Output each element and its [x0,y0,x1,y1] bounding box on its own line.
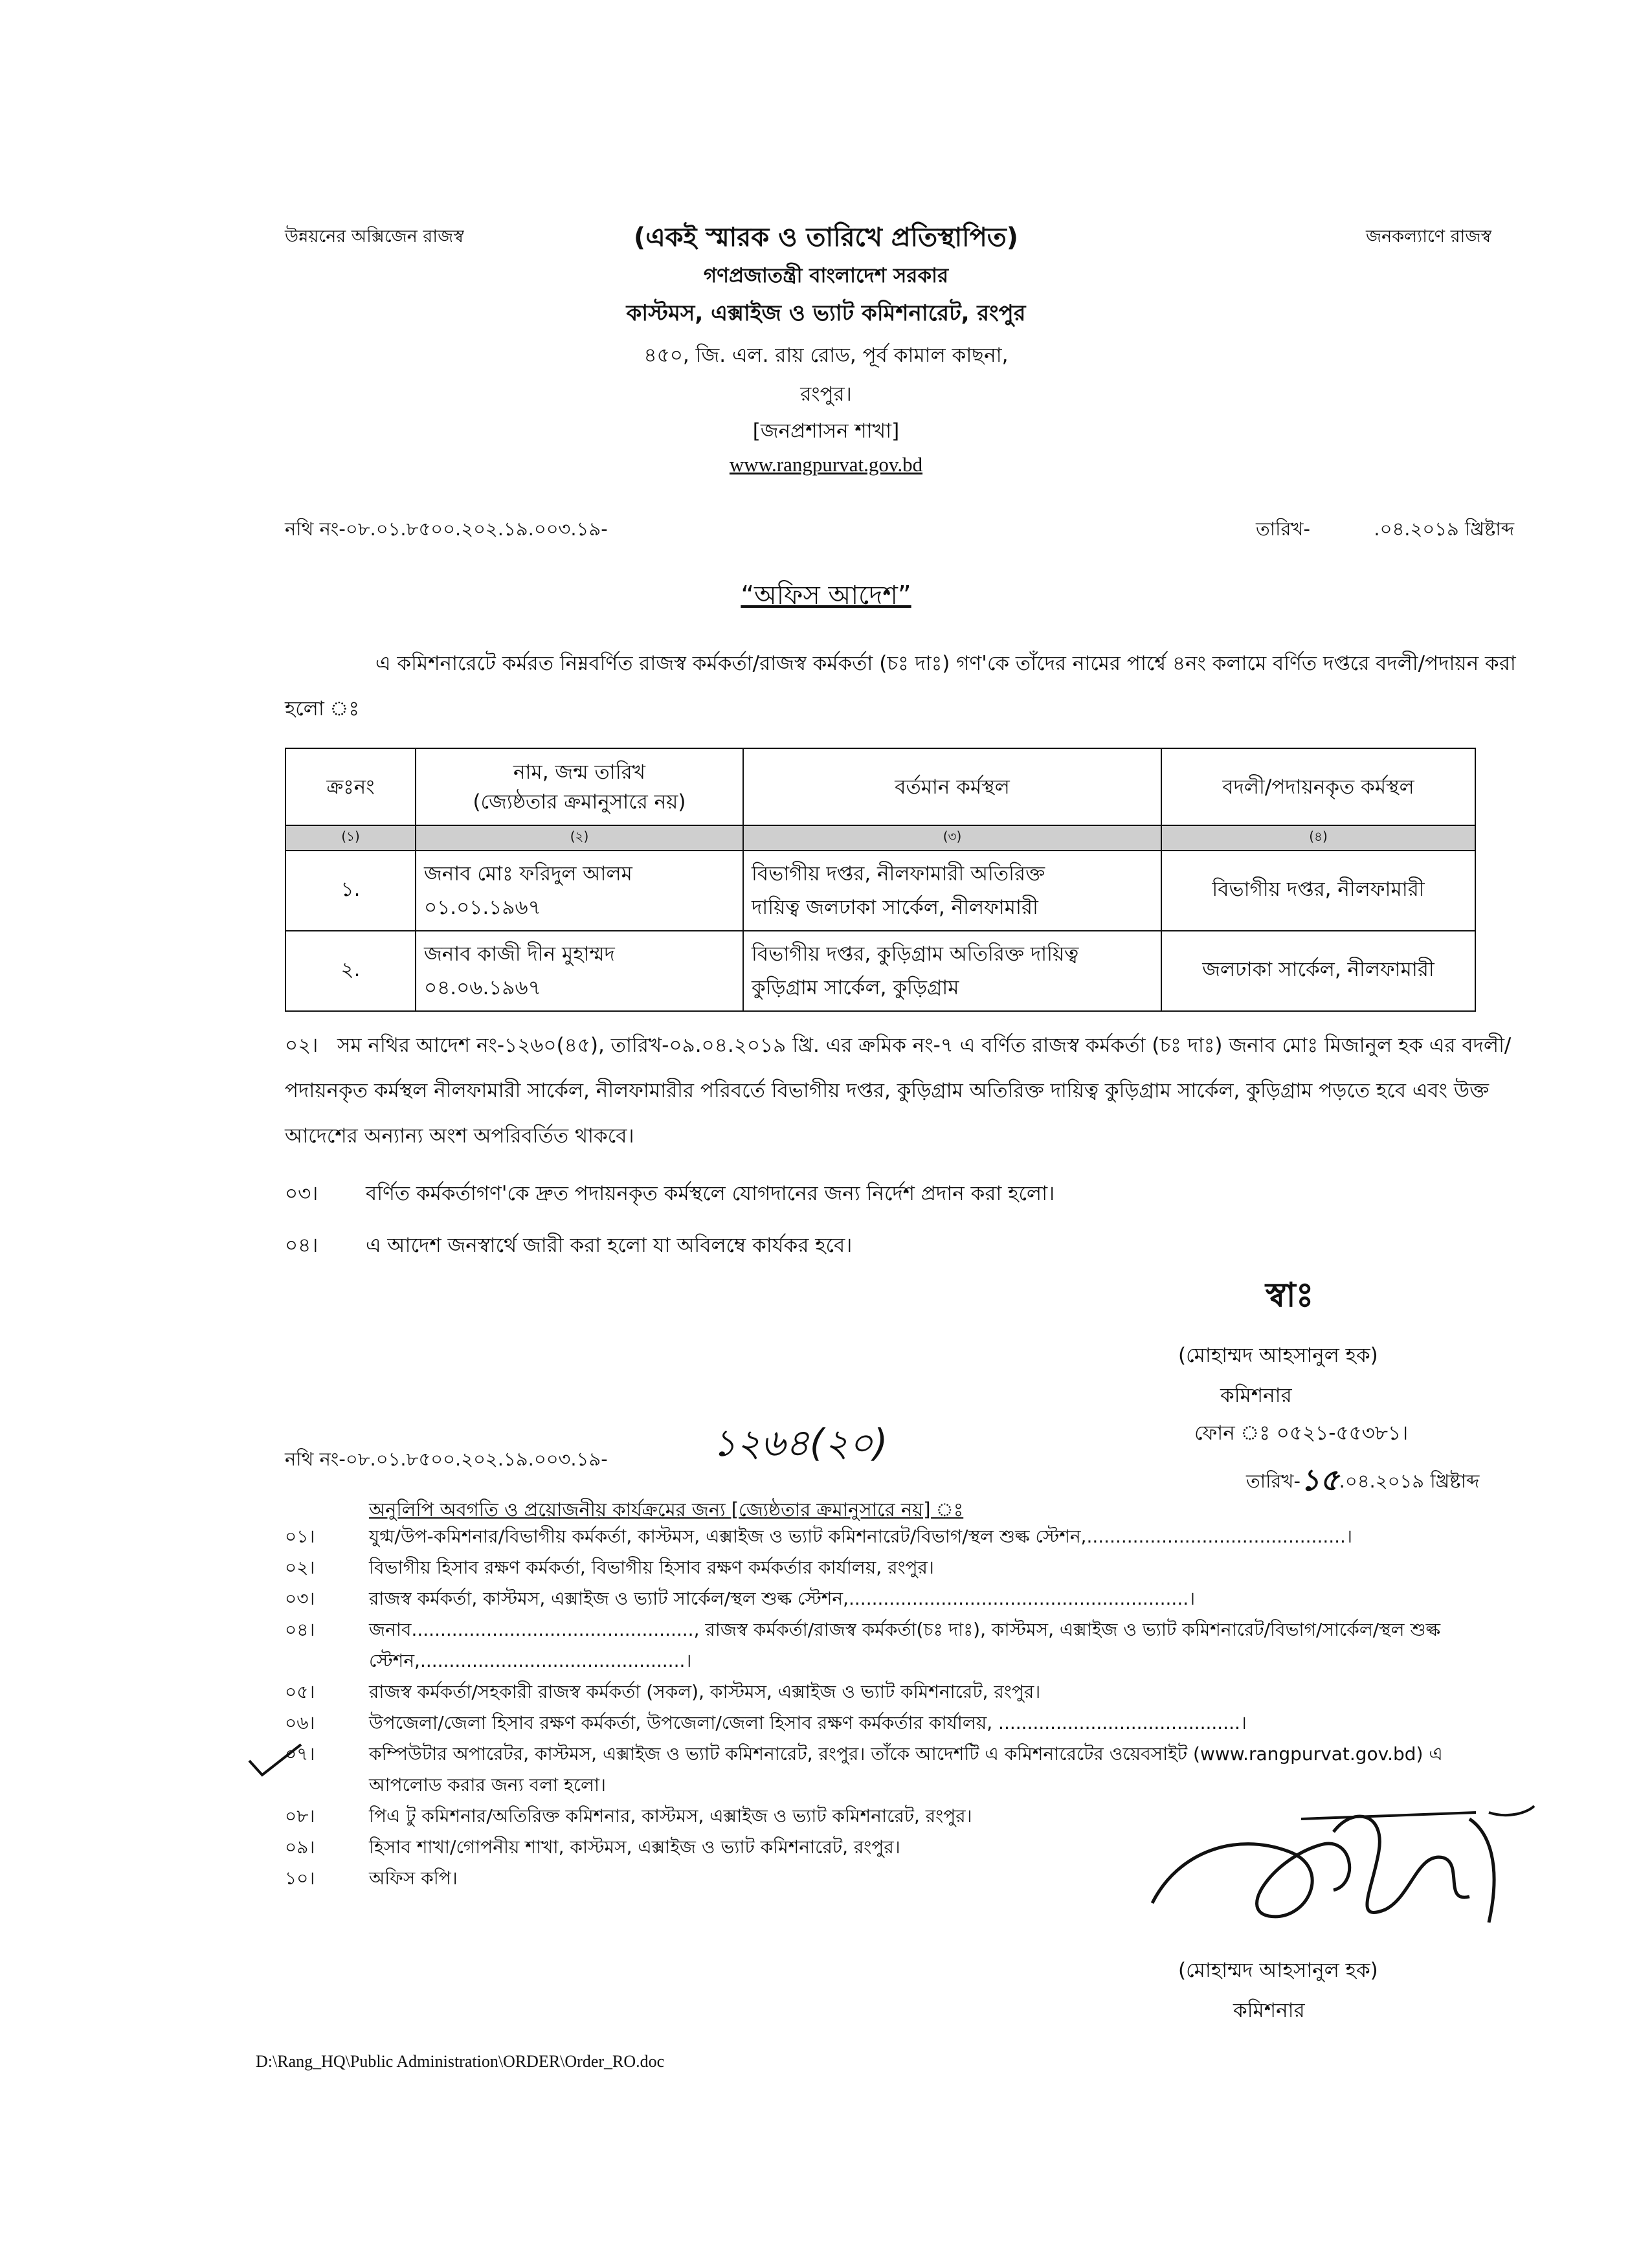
list-item [285,1739,1502,1801]
list-item [285,1552,1502,1583]
memo-date-rest: .০৪.২০১৯ খ্রিষ্টাব্দ [1339,1470,1480,1492]
signatory2-name: (মোহাম্মদ আহসানুল হক) [1178,1959,1378,1982]
officer-dob: ০১.০১.১৯৬৭ [424,896,541,919]
list-item-text: বিভাগীয় হিসাব রক্ষণ কর্মকর্তা, বিভাগীয় হিসাব রক্ষণ কর্মকর্তার কার্যালয়, রংপুর। [369,1557,934,1578]
date-value: .০৪.২০১৯ খ্রিষ্টাব্দ [1374,518,1515,540]
row-name-cell [416,931,743,1011]
paragraph-text: এ আদেশ জনস্বার্থে জারী করা হলো যা অবিলম্বে কার্যকর হবে। [366,1234,853,1257]
memo-date [1246,1455,1479,1504]
list-item-number: ০৬। [285,1712,315,1733]
issue-date [1256,515,1514,546]
check-mark-icon [246,1741,304,1780]
cc-heading: অনুলিপি অবগতি ও প্রয়োজনীয় কার্যক্রমের জন্য [জ্যেষ্ঠতার ক্রমানুসারে নয়] ঃ [369,1499,964,1521]
list-item [285,1583,1502,1614]
paragraph-4 [285,1230,852,1264]
order-title: “অফিস আদেশ” [741,581,911,610]
row-name-cell [416,851,743,931]
list-item [285,1521,1502,1552]
list-item-number: ০২। [285,1557,315,1578]
paragraph-text: সম নথির আদেশ নং-১২৬০(৪৫), তারিখ-০৯.০৪.২০১৯ খ্রি. এর ক্রমিক নং-৭ এ বর্ণিত রাজস্ব কর্মকর্তা (চঃ দাঃ) জনাব মোঃ মিজানুল হক এর বদলী/পদায়নকৃত কর্মস্থল নীলফামারী সার্কেল, নীলফামারীর পরিবর্তে বিভাগীয় দপ্তর, কুড়িগ্রাম অতিরিক্ত দায়িত্ব কুড়িগ্রাম সার্কেল, কুড়িগ্রাম পড়তে হবে এবং উক্ত আদেশের অন্যান্য অংশ অপরিবর্তিত থাকবে। [285,1034,1512,1148]
officer-dob: ০৪.০৬.১৯৬৭ [424,976,541,999]
paragraph-text: বর্ণিত কর্মকর্তাগণ'কে দ্রুত পদায়নকৃত কর্মস্থলে যোগদানের জন্য নির্দেশ প্রদান করা হলো। [366,1182,1055,1205]
list-item-number: ০৫। [285,1681,315,1702]
column-number-row [285,825,1475,851]
left-motto: উন্নয়নের অক্সিজেন রাজস্ব [285,227,464,247]
list-item-text: রাজস্ব কর্মকর্তা, কাস্টমস, এক্সাইজ ও ভ্যাট সার্কেল/স্থল শুল্ক স্টেশন,...........................................................। [369,1588,1196,1609]
current-post-l2: কুড়িগ্রাম সার্কেল, কুড়িগ্রাম [752,976,959,999]
file-path: D:\Rang_HQ\Public Administration\ORDER\Order_RO.doc [256,2052,665,2071]
handwritten-day: ১৫ [1300,1462,1339,1497]
current-post-l1: বিভাগীয় দপ্তর, নীলফামারী অতিরিক্ত [752,862,1045,886]
table-header-row [285,748,1475,825]
address-line2: রংপুর। [800,383,852,406]
list-item-text: হিসাব শাখা/গোপনীয় শাখা, কাস্টমস, এক্সাইজ ও ভ্যাট কমিশনারেট, রংপুর। [369,1836,900,1858]
list-item-text: রাজস্ব কর্মকর্তা/সহকারী রাজস্ব কর্মকর্তা (সকল), কাস্টমস, এক্সাইজ ও ভ্যাট কমিশনারেট, রংপুর। [369,1681,1041,1702]
current-post-l2: দায়িত্ব জলঢাকা সার্কেল, নীলফামারী [752,896,1038,919]
list-item-number: ০৪। [285,1619,315,1640]
table-row [285,931,1475,1011]
handwritten-signature [1139,1793,1541,1961]
list-item-number: ০৯। [285,1836,315,1858]
date-label: তারিখ- [1256,518,1310,540]
branch-name: [জনপ্রশাসন শাখা] [752,419,900,443]
signatory-designation: কমিশনার [1220,1384,1292,1407]
paragraph-number: ০৪। [285,1234,318,1257]
list-item-number: ০৩। [285,1588,315,1609]
new-post: বিভাগীয় দপ্তর, নীলফামারী [1161,851,1475,931]
officer-name: জনাব মোঃ ফরিদুল আলম [424,862,632,886]
col-number: (১) [285,825,416,851]
list-item [285,1708,1502,1739]
new-post: জলঢাকা সার্কেল, নীলফামারী [1161,931,1475,1011]
list-item-number: ১০। [285,1867,315,1889]
list-item-text: কম্পিউটার অপারেটর, কাস্টমস, এক্সাইজ ও ভ্যাট কমিশনারেট, রংপুর। তাঁকে আদেশটি এ কমিশনারেটের ওয়েবসাইট (www.rangpurvat.gov.bd) এ আপলোড করার জন্য বলা হলো। [369,1743,1443,1796]
col-name-header-l2: (জ্যেষ্ঠতার ক্রমানুসারে নয়) [473,790,686,814]
table-row [285,851,1475,931]
officer-name: জনাব কাজী দীন মুহাম্মদ [424,942,615,966]
row-current-cell [743,851,1161,931]
intro-paragraph: এ কমিশনারেটে কর্মরত নিম্নবর্ণিত রাজস্ব কর্মকর্তা/রাজস্ব কর্মকর্তা (চঃ দাঃ) গণ'কে তাঁদের নামের পার্শ্বে ৪নং কলামে বর্ণিত দপ্তরে বদলী/পদায়ন করা হলো ঃ [285,652,1516,720]
current-post-l1: বিভাগীয় দপ্তর, কুড়িগ্রাম অতিরিক্ত দায়িত্ব [752,942,1079,966]
memo-file-number: নথি নং-০৮.০১.৮৫০০.২০২.১৯.০০৩.১৯- [285,1448,608,1470]
col-name-header-l1: নাম, জন্ম তারিখ [513,760,645,784]
website-link[interactable]: www.rangpurvat.gov.bd [729,453,923,476]
paragraph-3 [285,1178,1055,1212]
paragraph-number: ০২। [285,1034,318,1057]
signatory2-designation: কমিশনার [1233,1999,1305,2022]
list-item-text: যুগ্ম/উপ-কমিশনার/বিভাগীয় কর্মকর্তা, কাস্টমস, এক্সাইজ ও ভ্যাট কমিশনারেট/বিভাগ/স্থল শুল্ক স্টেশন,.............................................। [369,1526,1352,1547]
transfer-table [285,748,1476,1012]
list-item-text: অফিস কপি। [369,1867,458,1889]
file-number: নথি নং-০৮.০১.৮৫০০.২০২.১৯.০০৩.১৯- [285,518,608,540]
paragraph-number: ০৩। [285,1182,318,1205]
col-number: (৩) [743,825,1161,851]
list-item-text: উপজেলা/জেলা হিসাব রক্ষণ কর্মকর্তা, উপজেলা/জেলা হিসাব রক্ষণ কর্মকর্তার কার্যালয়, ..........................................। [369,1712,1247,1733]
col-new-header: বদলী/পদায়নকৃত কর্মস্থল [1161,748,1475,825]
list-item-text: জনাব................................................., রাজস্ব কর্মকর্তা/রাজস্ব কর্মকর্তা(চঃ দাঃ), কাস্টমস, এক্সাইজ ও ভ্যাট কমিশনারেট/বিভাগ/সার্কেল/স্থল শুল্ক স্টেশন,..............................................। [369,1619,1441,1671]
row-current-cell [743,931,1161,1011]
government-name: গণপ্রজাতন্ত্রী বাংলাদেশ সরকার [703,264,949,287]
col-number: (৪) [1161,825,1475,851]
signatory-phone: ফোন ঃ ০৫২১-৫৫৩৮১। [1194,1421,1409,1445]
list-item-number: ০৭। [285,1743,315,1765]
signed-mark: স্বাঃ [1266,1276,1314,1315]
col-current-header: বর্তমান কর্মস্থল [743,748,1161,825]
paragraph-2 [285,1023,1534,1159]
signatory-name: (মোহাম্মদ আহসানুল হক) [1178,1344,1378,1367]
col-number: (২) [416,825,743,851]
right-motto: জনকল্যাণে রাজস্ব [1366,227,1491,247]
row-serial: ২. [285,931,416,1011]
row-serial: ১. [285,851,416,931]
col-sl-header: ক্রঃনং [285,748,416,825]
list-item-number: ০৮। [285,1805,315,1827]
address-line1: ৪৫০, জি. এল. রায় রোড, পূর্ব কামাল কাছনা, [643,344,1009,367]
document-title: (একই স্মারক ও তারিখে প্রতিস্থাপিত) [633,223,1019,252]
list-item-number: ০১। [285,1526,315,1547]
list-item-text: পিএ টু কমিশনার/অতিরিক্ত কমিশনার, কাস্টমস, এক্সাইজ ও ভ্যাট কমিশনারেট, রংপুর। [369,1805,972,1827]
col-name-header [416,748,743,825]
list-item [285,1677,1502,1708]
memo-date-label: তারিখ- [1246,1470,1300,1492]
office-name: কাস্টমস, এক্সাইজ ও ভ্যাট কমিশনারেট, রংপুর [626,300,1026,326]
list-item [285,1614,1502,1677]
handwritten-memo-number: ১২৬৪(২০) [712,1421,888,1465]
